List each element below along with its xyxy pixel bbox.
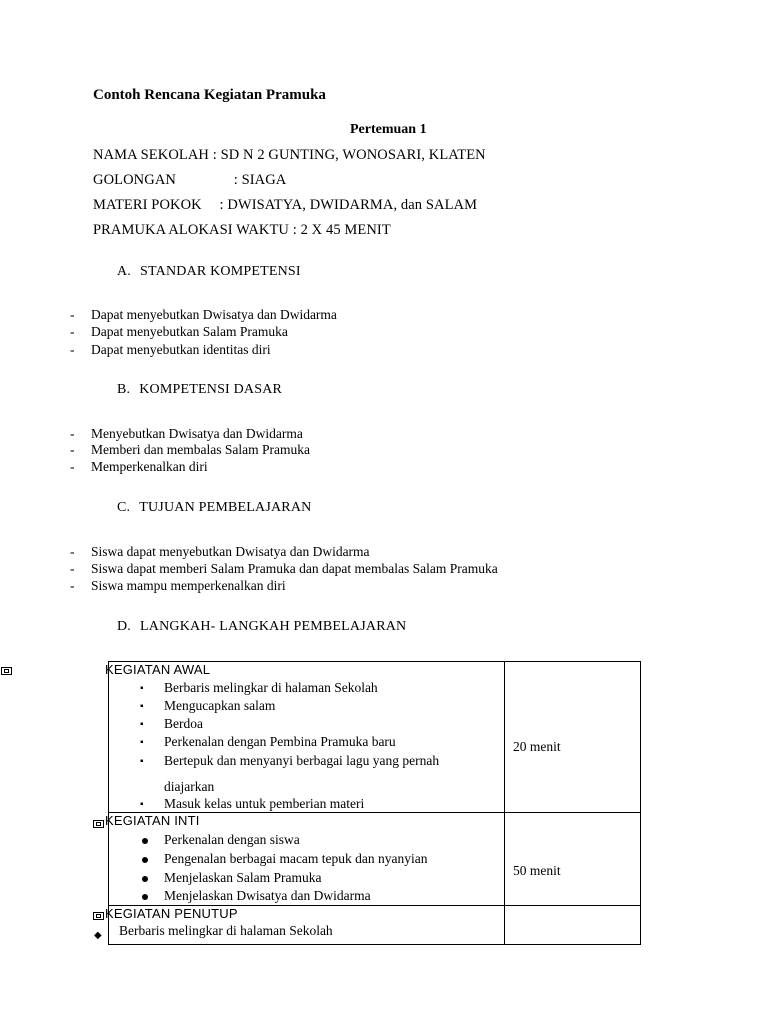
info-separator: :: [229, 172, 242, 188]
bullet-icon: [142, 857, 148, 863]
list-item: Siswa mampu memperkenalkan diri: [91, 578, 286, 593]
list-item: Menjelaskan Dwisatya dan Dwidarma: [164, 888, 371, 903]
bullet-icon: [142, 876, 148, 882]
bullet-icon: [142, 894, 148, 900]
info-label: NAMA SEKOLAH: [93, 147, 209, 163]
info-value: DWISATYA, DWIDARMA, dan SALAM: [227, 197, 478, 213]
info-alokasi-row: [93, 222, 391, 239]
list-item-continuation: diajarkan: [164, 779, 215, 794]
duration-cell: [505, 813, 641, 906]
list-item: Menjelaskan Salam Pramuka: [164, 870, 322, 885]
section-letter: B.: [117, 382, 131, 397]
activity-heading: KEGIATAN PENUTUP: [105, 906, 238, 921]
info-label: PRAMUKA ALOKASI WAKTU: [93, 222, 289, 238]
table-row: [109, 813, 641, 906]
list-item: Dapat menyebutkan Dwisatya dan Dwidarma: [91, 307, 337, 322]
list-item: Dapat menyebutkan identitas diri: [91, 342, 271, 357]
activity-cell: [105, 662, 505, 813]
info-separator: :: [209, 147, 221, 163]
list-item: Bertepuk dan menyanyi berbagai lagu yang pernah: [164, 753, 440, 768]
bullet-icon: ▪: [140, 737, 144, 748]
list-item: Perkenalan dengan Pembina Pramuka baru: [164, 734, 396, 749]
dash-bullet: -: [70, 307, 75, 322]
info-school-row: [93, 147, 486, 164]
info-separator: :: [289, 222, 301, 238]
learning-steps-table: [105, 661, 641, 945]
bullet-icon: ▪: [140, 683, 144, 694]
duration-value: 20 menit: [513, 739, 561, 754]
dash-bullet: -: [70, 324, 75, 339]
section-a-heading: [117, 264, 301, 280]
duration-cell: [505, 662, 641, 813]
section-title: KOMPETENSI DASAR: [139, 382, 283, 397]
section-letter: D.: [117, 619, 132, 634]
checkbox-icon: [1, 667, 12, 675]
list-item: Berdoa: [164, 716, 203, 731]
list-item: Mengucapkan salam: [164, 698, 276, 713]
bullet-icon: ▪: [140, 799, 144, 810]
duration-cell: [505, 906, 641, 945]
section-title: STANDAR KOMPETENSI: [140, 264, 301, 279]
list-item: Siswa dapat memberi Salam Pramuka dan dapat membalas Salam Pramuka: [91, 561, 498, 576]
duration-value: 50 menit: [513, 863, 561, 878]
info-separator: :: [215, 197, 228, 213]
dash-bullet: -: [70, 544, 75, 559]
section-title: LANGKAH- LANGKAH PEMBELAJARAN: [140, 619, 407, 634]
table-row: [109, 906, 641, 945]
activity-cell: [105, 906, 505, 945]
info-label: GOLONGAN: [93, 172, 176, 188]
activity-heading: KEGIATAN INTI: [105, 813, 200, 828]
list-item: Masuk kelas untuk pemberian materi: [164, 796, 365, 811]
info-label: MATERI POKOK: [93, 197, 202, 213]
activity-heading: KEGIATAN AWAL: [105, 662, 211, 677]
list-item: Dapat menyebutkan Salam Pramuka: [91, 324, 288, 339]
list-item: Memberi dan membalas Salam Pramuka: [91, 442, 310, 457]
dash-bullet: -: [70, 426, 75, 441]
list-item: Berbaris melingkar di halaman Sekolah: [164, 680, 378, 695]
activity-cell: [105, 813, 505, 906]
bullet-icon: ▪: [140, 719, 144, 730]
checkbox-icon: [93, 912, 104, 920]
section-b-heading: [117, 382, 282, 398]
checkbox-icon: [93, 820, 104, 828]
info-value: SD N 2 GUNTING, WONOSARI, KLATEN: [220, 147, 486, 163]
dash-bullet: -: [70, 342, 75, 357]
list-item: Siswa dapat menyebutkan Dwisatya dan Dwidarma: [91, 544, 370, 559]
section-c-heading: [117, 500, 311, 516]
list-item: Menyebutkan Dwisatya dan Dwidarma: [91, 426, 303, 441]
document-title: Contoh Rencana Kegiatan Pramuka: [93, 87, 326, 103]
meeting-subtitle: Pertemuan 1: [350, 122, 427, 137]
list-item: Berbaris melingkar di halaman Sekolah: [119, 923, 333, 938]
dash-bullet: -: [70, 578, 75, 593]
info-value: SIAGA: [241, 172, 287, 188]
bullet-icon: [142, 838, 148, 844]
list-item: Pengenalan berbagai macam tepuk dan nyanyian: [164, 851, 428, 866]
section-letter: C.: [117, 500, 131, 515]
list-item: Memperkenalkan diri: [91, 459, 208, 474]
info-golongan-row: [93, 172, 286, 189]
bullet-icon: ▪: [140, 701, 144, 712]
section-letter: A.: [117, 264, 132, 279]
diamond-bullet-icon: ◆: [94, 930, 102, 941]
info-value: 2 X 45 MENIT: [300, 222, 391, 238]
info-materi-row: [93, 197, 477, 214]
section-d-heading: [117, 619, 406, 635]
dash-bullet: -: [70, 561, 75, 576]
bullet-icon: ▪: [140, 756, 144, 767]
dash-bullet: -: [70, 459, 75, 474]
list-item: Perkenalan dengan siswa: [164, 832, 300, 847]
table-row: [109, 662, 641, 813]
section-title: TUJUAN PEMBELAJARAN: [139, 500, 312, 515]
dash-bullet: -: [70, 442, 75, 457]
